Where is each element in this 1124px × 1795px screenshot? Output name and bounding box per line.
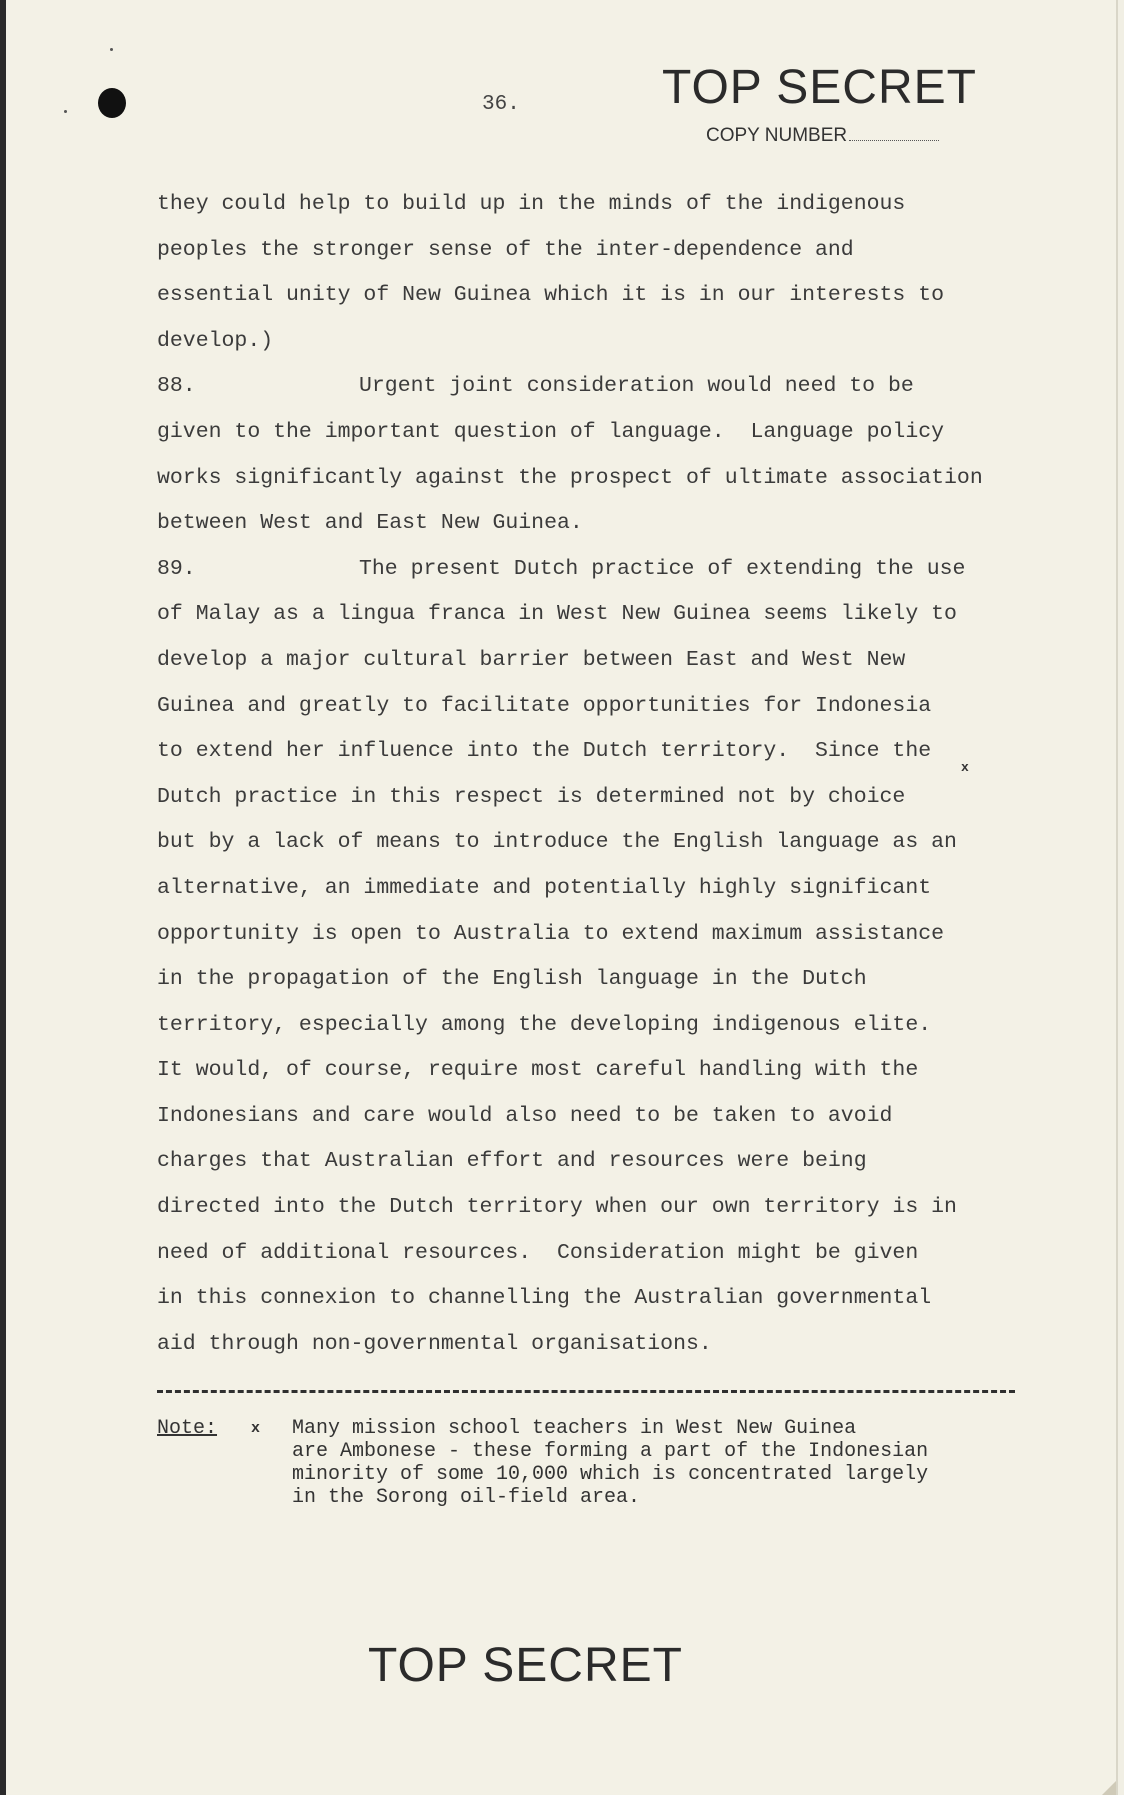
text-line: [157, 1094, 1037, 1140]
line-text: of Malay as a lingua franca in West New Guinea seems likely to: [157, 602, 957, 627]
footnote-divider: [157, 1390, 1015, 1393]
text-line: [157, 1185, 1037, 1231]
text-line: [157, 1048, 1037, 1094]
line-text: It would, of course, require most careful handling with the: [157, 1058, 919, 1083]
classification-header: TOP SECRET: [662, 61, 977, 114]
line-text: develop.): [157, 328, 274, 353]
footnote-line: minority of some 10,000 which is concentrated largely: [292, 1463, 929, 1486]
page-number: 36.: [482, 93, 520, 116]
copy-number-label: COPY NUMBER: [706, 125, 848, 146]
line-text: charges that Australian effort and resources were being: [157, 1149, 867, 1174]
footnote-line: in the Sorong oil-field area.: [292, 1486, 641, 1509]
line-text: Dutch practice in this respect is determined not by choice: [157, 784, 906, 809]
line-text: opportunity is open to Australia to extend maximum assistance: [157, 921, 945, 946]
text-line: [157, 820, 1037, 866]
line-text: between West and East New Guinea.: [157, 511, 583, 536]
line-text: The present Dutch practice of extending the use: [359, 556, 966, 581]
text-line: [157, 729, 1037, 775]
paper-speck: [64, 110, 67, 113]
text-line: [157, 182, 1037, 228]
paper-speck: [110, 48, 113, 51]
line-text: territory, especially among the developing indigenous elite.: [157, 1012, 932, 1037]
text-line: [157, 638, 1037, 684]
line-text: given to the important question of language. Language policy: [157, 419, 945, 444]
line-text: essential unity of New Guinea which it is in our interests to: [157, 283, 945, 308]
text-line: [157, 273, 1037, 319]
line-text: need of additional resources. Consideration might be given: [157, 1240, 919, 1265]
text-line: [157, 456, 1037, 502]
line-text: but by a lack of means to introduce the English language as an: [157, 830, 957, 855]
footnote-line: are Ambonese - these forming a part of the Indonesian: [292, 1440, 929, 1463]
text-line: [157, 866, 1037, 912]
text-line: [157, 912, 1037, 958]
text-line: [157, 1322, 1037, 1368]
body-text: [157, 182, 1037, 1367]
footnote-label: Note:: [157, 1417, 218, 1440]
text-line: [157, 1276, 1037, 1322]
copy-number: [706, 125, 939, 147]
text-line: [157, 501, 1037, 547]
line-text: alternative, an immediate and potentially highly significant: [157, 875, 932, 900]
copy-number-blank: [849, 140, 939, 141]
text-line: [157, 957, 1037, 1003]
text-line: [157, 228, 1037, 274]
line-text: to extend her influence into the Dutch territory. Since the: [157, 739, 932, 764]
line-text: Guinea and greatly to facilitate opportunities for Indonesia: [157, 693, 932, 718]
text-line: [157, 1231, 1037, 1277]
text-line: [157, 319, 1037, 365]
paragraph-number: 88.: [157, 374, 196, 399]
text-line: [157, 684, 1037, 730]
text-line: [157, 1003, 1037, 1049]
paragraph-number: 89.: [157, 556, 196, 581]
footnote-reference-mark: x: [961, 760, 969, 775]
line-text: aid through non-governmental organisations.: [157, 1331, 712, 1356]
classification-footer: TOP SECRET: [368, 1639, 683, 1692]
line-text: in the propagation of the English language in the Dutch: [157, 967, 867, 992]
text-line: [157, 775, 1037, 821]
footnote-marker: x: [251, 1420, 261, 1437]
line-text: develop a major cultural barrier between East and West New: [157, 647, 906, 672]
line-text: in this connexion to channelling the Australian governmental: [157, 1286, 932, 1311]
text-line: [157, 364, 1037, 410]
text-line: [157, 547, 1037, 593]
text-line: [157, 410, 1037, 456]
text-line: [157, 1139, 1037, 1185]
line-text: works significantly against the prospect of ultimate association: [157, 465, 983, 490]
punch-hole: [98, 88, 126, 118]
text-line: [157, 592, 1037, 638]
line-text: Indonesians and care would also need to be taken to avoid: [157, 1103, 893, 1128]
line-text: Urgent joint consideration would need to be: [359, 374, 914, 399]
footnote-line: Many mission school teachers in West New Guinea: [292, 1417, 857, 1440]
line-text: directed into the Dutch territory when our own territory is in: [157, 1195, 957, 1220]
page-corner: [1102, 1781, 1116, 1795]
line-text: they could help to build up in the minds of the indigenous: [157, 192, 906, 216]
footnote-text: [292, 1417, 928, 1509]
line-text: peoples the stronger sense of the inter-dependence and: [157, 237, 854, 262]
